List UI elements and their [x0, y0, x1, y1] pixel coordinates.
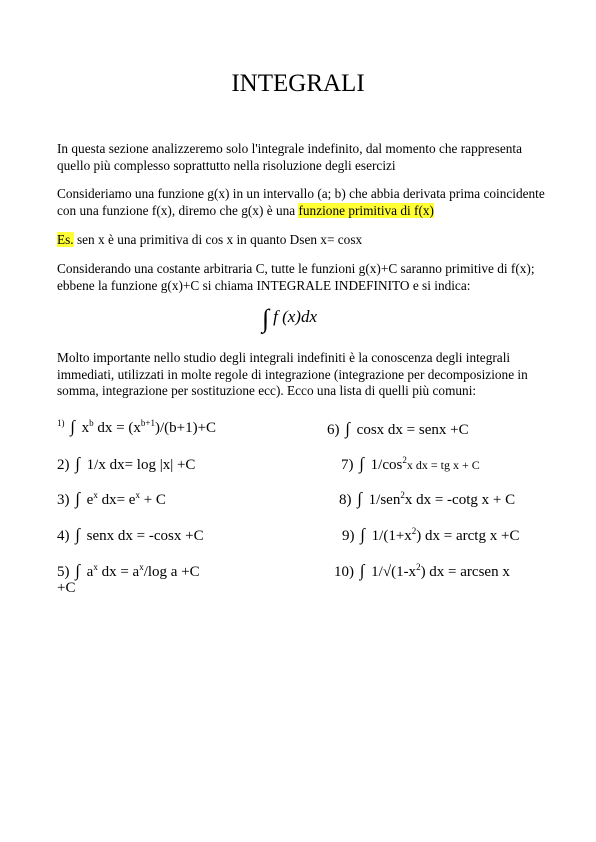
- integral-row-4: [57, 525, 204, 545]
- row-text: /log a +C: [143, 564, 200, 580]
- row-text: ) dx = arctg x +C: [416, 528, 520, 544]
- list-intro-paragraph: Molto importante nello studio degli integrali indefiniti è la conoscenza degli integrali immediati, utilizzati in molte regole di integrazione (integrazione per decomposizione in somma, integrazione per sostituzione ecc). Ecco una lista di quelli più comuni:: [57, 350, 528, 398]
- row-text: senx dx = -cosx +C: [86, 528, 204, 544]
- integral-symbol: ∫: [357, 489, 362, 508]
- row-text: 1/x dx= log |x| +C: [86, 457, 196, 473]
- row-sup: x: [93, 490, 98, 500]
- row-text: x dx = -cotg x + C: [404, 492, 516, 508]
- row-sup: x: [93, 562, 98, 572]
- integral-symbol: ∫: [359, 561, 365, 580]
- integral-row-8: [339, 489, 515, 509]
- row-text: )/(b+1)+C: [154, 420, 217, 436]
- indefinite-integral-paragraph: Considerando una costante arbitraria C, tutte le funzioni g(x)+C saranno primitive di f(x); ebbene la funzione g(x)+C si chiama INTEGRALE INDEFINITO e si indica:: [57, 261, 535, 293]
- formula-body: f (x)dx: [273, 307, 318, 326]
- highlight-primitive: funzione primitiva di f(x): [298, 202, 434, 218]
- row-sup: 2: [411, 526, 417, 536]
- integral-row-7: [341, 454, 480, 474]
- integral-symbol: ∫: [345, 419, 350, 438]
- integral-symbol: ∫: [360, 525, 365, 544]
- row-text: dx = a: [97, 564, 140, 580]
- row-sup: b: [89, 418, 94, 428]
- row-text: ) dx = arcsen x: [420, 564, 510, 580]
- row-number: 4): [57, 528, 70, 544]
- row-text: 1/√(1-x: [371, 564, 417, 580]
- row-text: 1/sen: [368, 492, 401, 508]
- integral-row-3: [57, 489, 166, 509]
- definition-text: Consideriamo una funzione g(x) in un intervallo (a; b) che abbia derivata prima coincidente con una funzione f(x), diremo che g(x) è una: [57, 186, 545, 218]
- example-text: sen x è una primitiva di cos x in quanto Dsen x= cosx: [73, 232, 363, 247]
- row-text: dx = (x: [93, 420, 141, 436]
- row-number: 2): [57, 457, 70, 473]
- row-text: x dx = tg x + C: [406, 458, 480, 472]
- row-sup: 2: [400, 490, 405, 500]
- intro-paragraph: In questa sezione analizzeremo solo l'integrale indefinito, dal momento che rappresenta quello più complesso soprattutto nella risoluzione degli esercizi: [57, 141, 523, 173]
- integral-row-10: [334, 561, 510, 581]
- row-text: x: [81, 420, 90, 436]
- row-number: 6): [327, 422, 340, 438]
- integral-symbol: ∫: [359, 454, 364, 473]
- row-number: 8): [339, 492, 352, 508]
- row-text: 1/(1+x: [371, 528, 412, 544]
- row-text: 1/cos: [370, 457, 403, 473]
- integral-row-1: [57, 417, 216, 437]
- row-text: a: [86, 564, 94, 580]
- highlight-example: Es.: [57, 232, 74, 247]
- row-number: 10): [334, 564, 354, 580]
- row-number: 1): [57, 418, 65, 428]
- integral-symbol: ∫: [75, 489, 80, 508]
- integral-symbol: ∫: [75, 454, 80, 473]
- integral-symbol: ∫: [75, 525, 80, 544]
- row-number: 5): [57, 564, 70, 580]
- row-sup: x: [139, 562, 144, 572]
- integral-row-9: [342, 525, 519, 545]
- integral-symbol: ∫: [75, 561, 80, 580]
- definition-paragraph: [57, 186, 547, 219]
- row-sup: x: [135, 490, 140, 500]
- row-text: cosx dx = senx +C: [356, 422, 469, 438]
- row-sup: b+1: [140, 418, 155, 428]
- integral-row-5: [57, 561, 200, 581]
- integral-formula: [262, 304, 317, 334]
- example-paragraph: [57, 232, 547, 249]
- row-number: 3): [57, 492, 70, 508]
- row-text: e: [86, 492, 94, 508]
- row-text: dx= e: [97, 492, 136, 508]
- integral-row-2: [57, 454, 195, 474]
- row-sup: 2: [402, 455, 407, 465]
- row-number: 9): [342, 528, 355, 544]
- integral-row-6: [327, 419, 469, 439]
- row-sup: 2: [416, 562, 421, 572]
- integral-symbol: ∫: [262, 304, 270, 333]
- integral-row-5-wrap: +C: [57, 580, 76, 596]
- row-text: + C: [139, 492, 166, 508]
- page-title: INTEGRALI: [231, 70, 365, 97]
- row-number: 7): [341, 457, 354, 473]
- integral-symbol: ∫: [70, 417, 75, 436]
